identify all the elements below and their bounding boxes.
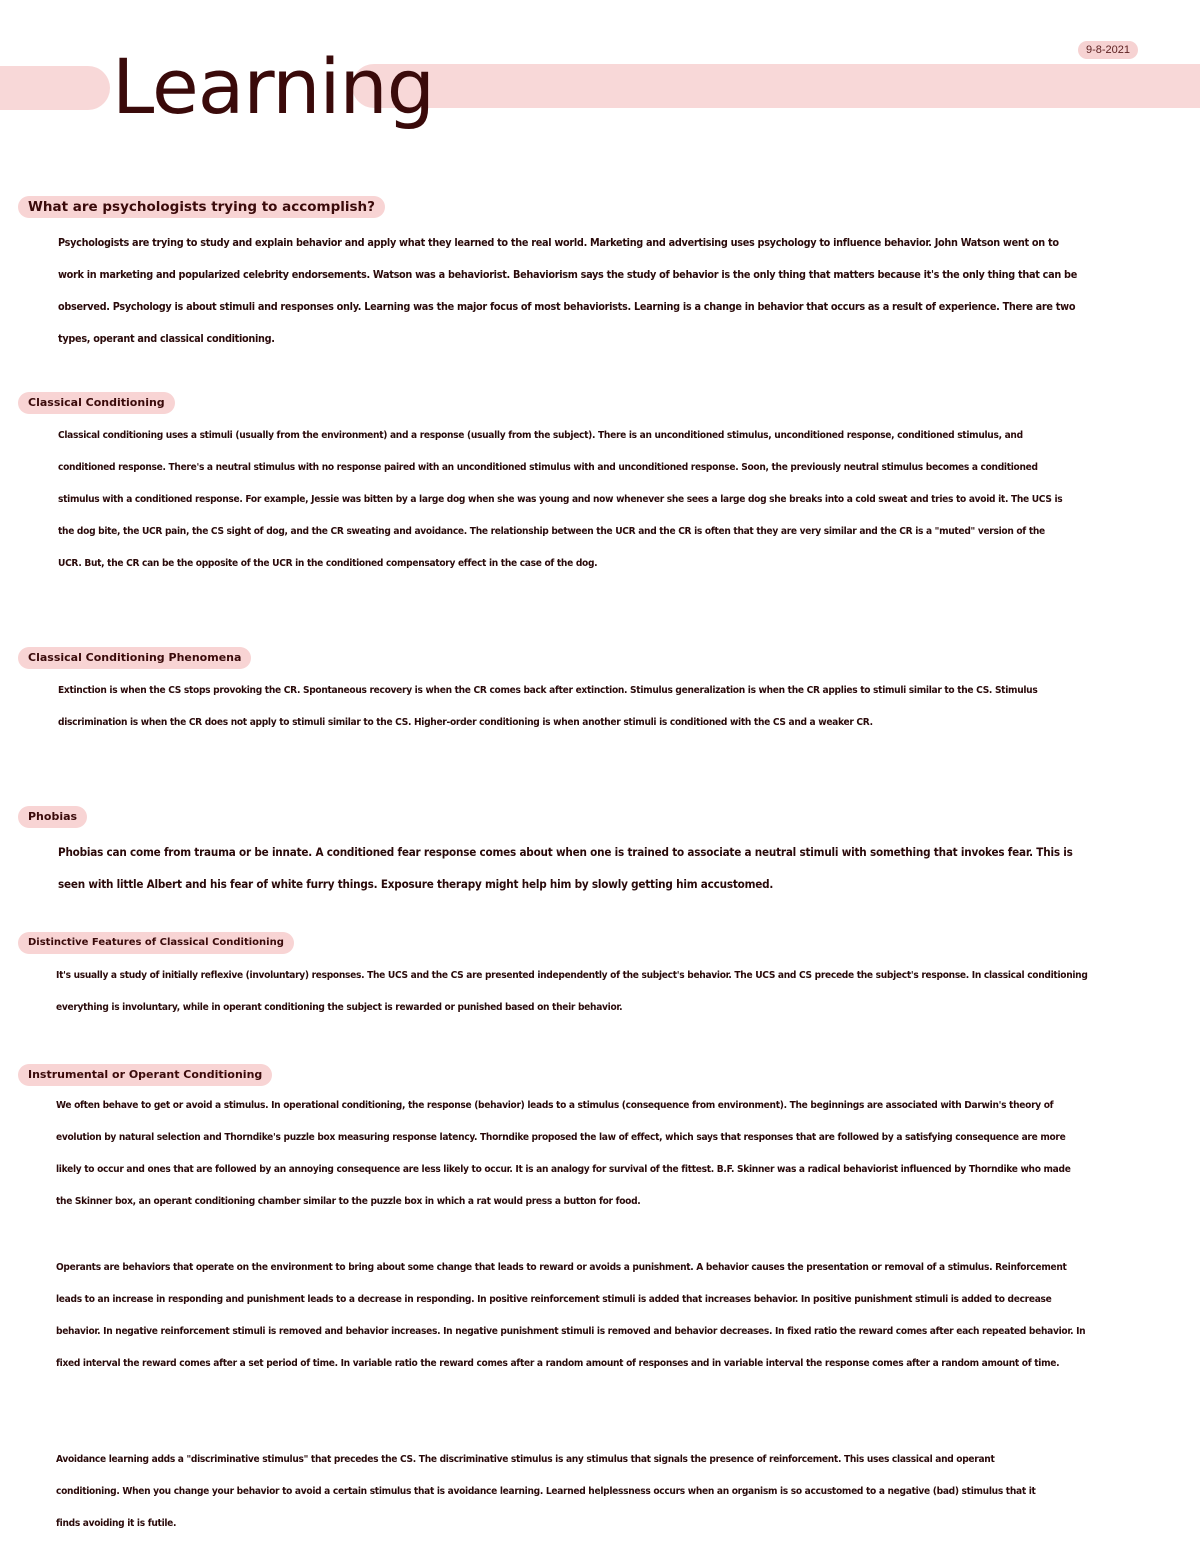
section-paragraph-operant-intro: We often behave to get or avoid a stimulus. In operational conditioning, the response (behavior) leads to a stimulus (consequence from environment). The beginnings are associated with Darwin's theory of evolution by natural selection and Thorndike's puzzle box measuring response latency. Thorndike proposed the law of effect, which says that responses that are followed by a satisfying consequence are more likely to occur and ones that are followed by an annoying consequence are less likely to occur. It is an analogy for survival of the fittest. B.F. Skinner was a radical behaviorist influenced by Thorndike who made the Skinner box, an operant conditioning chamber similar to the puzzle box in which a rat would press a button for food. <box>56 1100 1071 1207</box>
section-paragraph-avoidance-learning: Avoidance learning adds a "discriminative stimulus" that precedes the CS. The discriminative stimulus is any stimulus that signals the presence of reinforcement. This uses classical and operant conditioning. When you change your behavior to avoid a certain stimulus that is avoidance learning. Learned helplessness occurs when an organism is so accustomed to a negative (bad) stimulus that it finds avoiding it is futile. <box>56 1454 1036 1529</box>
section-heading-psychologists: What are psychologists trying to accomplish? <box>18 196 385 218</box>
page-title: Learning <box>112 42 434 131</box>
section-heading-phenomena: Classical Conditioning Phenomena <box>18 647 251 669</box>
section-heading-phobias: Phobias <box>18 806 87 828</box>
title-highlight-left <box>0 66 110 110</box>
section-heading-classical-conditioning: Classical Conditioning <box>18 392 175 414</box>
section-paragraph-phenomena: Extinction is when the CS stops provoking the CR. Spontaneous recovery is when the CR comes back after extinction. Stimulus generalization is when the CR applies to stimuli similar to the CS. Stimulus discrimination is when the CR does not apply to stimuli similar to the CS. Higher-order conditioning is when another stimuli is conditioned with the CS and a weaker CR. <box>58 685 1038 728</box>
title-highlight-right <box>352 64 1200 108</box>
section-paragraph-distinctive-features: It's usually a study of initially reflexive (involuntary) responses. The UCS and the CS are presented independently of the subject's behavior. The UCS and CS precede the subject's response. In classical conditioning everything is involuntary, while in operant conditioning the subject is rewarded or punished based on their behavior. <box>56 970 1088 1013</box>
section-heading-operant-conditioning: Instrumental or Operant Conditioning <box>18 1064 272 1086</box>
date-label: 9-8-2021 <box>1078 41 1138 59</box>
section-paragraph-operants: Operants are behaviors that operate on the environment to bring about some change that leads to reward or avoids a punishment. A behavior causes the presentation or removal of a stimulus. Reinforcement leads to an increase in responding and punishment leads to a decrease in responding. In positive reinforcement stimuli is added that increases behavior. In positive punishment stimuli is added to decrease behavior. In negative reinforcement stimuli is removed and behavior increases. In negative punishment stimuli is removed and behavior decreases. In fixed ratio the reward comes after each repeated behavior. In fixed interval the reward comes after a set period of time. In variable ratio the reward comes after a random amount of responses and in variable interval the response comes after a random amount of time. <box>56 1262 1086 1369</box>
section-paragraph-phobias: Phobias can come from trauma or be innate. A conditioned fear response comes about when one is trained to associate a neutral stimuli with something that invokes fear. This is seen with little Albert and his fear of white furry things. Exposure therapy might help him by slowly getting him accustomed. <box>58 845 1073 891</box>
section-paragraph-psychologists: Psychologists are trying to study and explain behavior and apply what they learned to the real world. Marketing and advertising uses psychology to influence behavior. John Watson went on to work in marketing and popularized celebrity endorsements. Watson was a behaviorist. Behaviorism says the study of behavior is the only thing that matters because it's the only thing that can be observed. Psychology is about stimuli and responses only. Learning was the major focus of most behaviorists. Learning is a change in behavior that occurs as a result of experience. There are two types, operant and classical conditioning. <box>58 236 1077 345</box>
section-heading-distinctive-features: Distinctive Features of Classical Conditioning <box>18 932 294 954</box>
section-paragraph-classical-conditioning: Classical conditioning uses a stimuli (usually from the environment) and a response (usually from the subject). There is an unconditioned stimulus, unconditioned response, conditioned stimulus, and conditioned response. There's a neutral stimulus with no response paired with an unconditioned stimulus with and unconditioned response. Soon, the previously neutral stimulus becomes a conditioned stimulus with a conditioned response. For example, Jessie was bitten by a large dog when she was young and now whenever she sees a large dog she breaks into a cold sweat and tries to avoid it. The UCS is the dog bite, the UCR pain, the CS sight of dog, and the CR sweating and avoidance. The relationship between the UCR and the CR is often that they are very similar and the CR is a "muted" version of the UCR. But, the CR can be the opposite of the UCR in the conditioned compensatory effect in the case of the dog. <box>58 430 1063 569</box>
